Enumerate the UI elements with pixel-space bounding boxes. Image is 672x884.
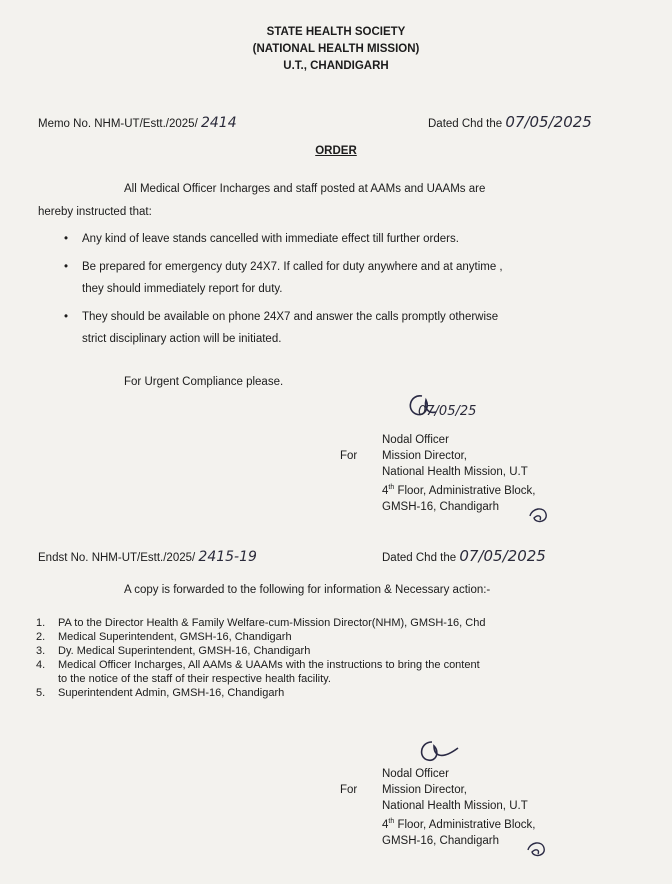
memo-number-handwritten: 2414 bbox=[200, 115, 237, 131]
copy-to-item: 5. Superintendent Admin, GMSH-16, Chandigarh bbox=[36, 687, 285, 699]
signature-1-for-label: For bbox=[340, 450, 358, 462]
intro-line-1: All Medical Officer Incharges and staff posted at AAMs and UAAMs are bbox=[124, 183, 486, 195]
endst-date-handwritten: 07/05/2025 bbox=[459, 547, 546, 565]
endst-number-handwritten: 2415-19 bbox=[198, 549, 257, 565]
copy-to-item: 2. Medical Superintendent, GMSH-16, Chandigarh bbox=[36, 631, 292, 643]
org-subtitle: (NATIONAL HEALTH MISSION) bbox=[252, 43, 420, 55]
signature-2-block bbox=[382, 766, 536, 849]
org-location: U.T., CHANDIGARH bbox=[283, 60, 389, 72]
copy-to-item: 4. Medical Officer Incharges, All AAMs & UAAMs with the instructions to bring the content to the notice of the staff of their respective health facility. bbox=[36, 659, 480, 685]
bullet-icon: • bbox=[64, 261, 69, 273]
signature-2-mark bbox=[412, 736, 462, 768]
instruction-item: • Any kind of leave stands cancelled with immediate effect till further orders. bbox=[58, 228, 638, 250]
signature-1-date: 07/05/25 bbox=[418, 404, 477, 419]
endst-prefix: Endst No. NHM-UT/Estt./2025/ bbox=[38, 552, 196, 564]
initials-2-mark bbox=[524, 838, 550, 860]
instruction-item: • Be prepared for emergency duty 24X7. If called for duty anywhere and at anytime , they should immediately report for duty. bbox=[58, 256, 638, 300]
endst-number-line bbox=[38, 549, 257, 565]
initials-1-mark bbox=[526, 504, 552, 526]
signature-1-line2: National Health Mission, U.T bbox=[382, 466, 528, 478]
signature-2-line3: 4th Floor, Administrative Block, bbox=[382, 818, 536, 831]
signature-1-line1: Mission Director, bbox=[382, 450, 467, 462]
bullet-icon: • bbox=[64, 233, 69, 245]
signature-2-title: Nodal Officer bbox=[382, 768, 449, 780]
copy-to-item: 3. Dy. Medical Superintendent, GMSH-16, Chandigarh bbox=[36, 645, 311, 657]
intro-line-2: hereby instructed that: bbox=[38, 206, 152, 218]
signature-2-line2: National Health Mission, U.T bbox=[382, 800, 528, 812]
copy-to-item: 1. PA to the Director Health & Family Welfare-cum-Mission Director(NHM), GMSH-16, Chd bbox=[36, 617, 486, 629]
instruction-item: • They should be available on phone 24X7 and answer the calls promptly otherwise strict disciplinary action will be initiated. bbox=[58, 306, 638, 350]
instruction-list bbox=[58, 228, 638, 350]
memo-number-line bbox=[38, 115, 237, 131]
signature-1-title: Nodal Officer bbox=[382, 434, 449, 446]
bullet-icon: • bbox=[64, 311, 69, 323]
memo-date-line bbox=[428, 113, 592, 131]
signature-2-line1: Mission Director, bbox=[382, 784, 467, 796]
signature-1-line4: GMSH-16, Chandigarh bbox=[382, 500, 499, 513]
endst-dated-label: Dated Chd the bbox=[382, 552, 457, 564]
signature-2-line4: GMSH-16, Chandigarh bbox=[382, 834, 499, 847]
order-title: ORDER bbox=[315, 145, 357, 157]
memo-dated-label: Dated Chd the bbox=[428, 118, 503, 130]
endst-date-line bbox=[382, 547, 546, 565]
compliance-note: For Urgent Compliance please. bbox=[124, 376, 284, 388]
memo-prefix: Memo No. NHM-UT/Estt./2025/ bbox=[38, 118, 198, 130]
org-name: STATE HEALTH SOCIETY bbox=[266, 26, 406, 38]
copy-forward-line: A copy is forwarded to the following for information & Necessary action:- bbox=[124, 584, 491, 596]
copy-to-list bbox=[36, 616, 646, 700]
signature-2-for-label: For bbox=[340, 784, 358, 796]
signature-1-line3: 4th Floor, Administrative Block, bbox=[382, 484, 536, 497]
memo-date-handwritten: 07/05/2025 bbox=[505, 113, 592, 131]
signature-1-block bbox=[382, 432, 536, 515]
